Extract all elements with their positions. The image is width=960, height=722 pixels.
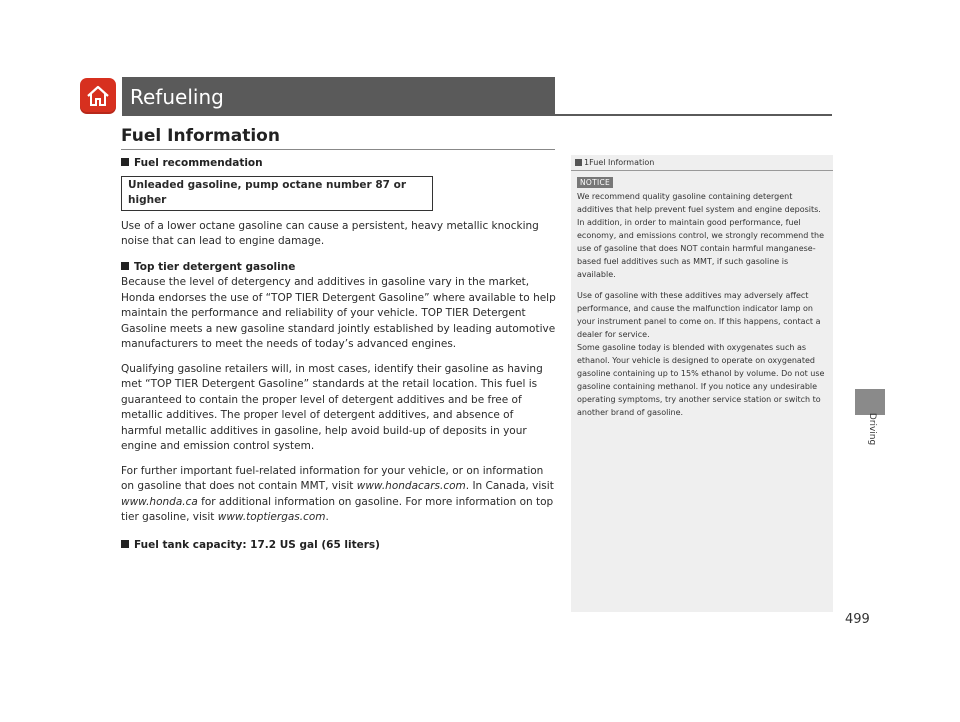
page-number: 499 xyxy=(845,612,870,627)
home-icon xyxy=(85,83,111,109)
sidebar-heading: 1Fuel Information xyxy=(575,158,654,167)
section-title: Fuel Information xyxy=(121,126,280,146)
sidebar-paragraph-2: Use of gasoline with these additives may adversely affect performance, and cause the malfunction indicator lamp on your instrument panel to come on. If this happens, contact a dealer for service. xyxy=(577,291,821,339)
sidebar-ref-number: 1 xyxy=(584,158,590,167)
sidebar-body xyxy=(577,190,827,427)
link-honda-ca[interactable]: www.honda.ca xyxy=(121,495,198,508)
reference-marker-icon xyxy=(575,159,582,166)
fuel-recommendation-text: Use of a lower octane gasoline can cause a persistent, heavy metallic knocking noise that can lead to engine damage. xyxy=(121,219,539,247)
fuel-recommendation-box: Unleaded gasoline, pump octane number 87 or higher xyxy=(121,176,433,211)
main-content xyxy=(121,150,557,553)
top-tier-heading: Top tier detergent gasoline xyxy=(121,260,557,276)
sidebar-note xyxy=(571,155,833,612)
sidebar-paragraph-3: Some gasoline today is blended with oxygenates such as ethanol. Your vehicle is designed to operate on oxygenated gasoline containing up to 15% ethanol by volume. Do not use gasoline containing methanol. If you notice any undesirable operating symptoms, try another service station or switch to another brand of gasoline. xyxy=(577,343,825,417)
chapter-title: Refueling xyxy=(130,85,224,109)
notice-badge: NOTICE xyxy=(577,177,613,188)
bullet-square-icon xyxy=(121,540,129,548)
top-tier-paragraph-3: For further important fuel-related information for your vehicle, or on information on gasoline that does not contain MMT, visit www.hondacars.com. In Canada, visit www.honda.ca for additional information on gasoline. For more information on top tier gasoline, visit www.toptiergas.com. xyxy=(121,464,554,523)
bullet-square-icon xyxy=(121,158,129,166)
bullet-square-icon xyxy=(121,262,129,270)
link-hondacars[interactable]: www.hondacars.com xyxy=(356,480,466,492)
sidebar-divider xyxy=(571,170,833,171)
chapter-title-bar xyxy=(122,77,555,115)
fuel-recommendation-heading: Fuel recommendation xyxy=(121,156,557,172)
top-tier-paragraph-2: Qualifying gasoline retailers will, in most cases, identify their gasoline as having met “TOP TIER Detergent Gasoline” standards at the retail location. This fuel is guaranteed to contain the proper level of detergent additives and be free of metallic additives. The proper level of detergent additives, and absence of harmful metallic additives in gasoline, help avoid build-up of deposits in your engine and emission control system. xyxy=(121,362,543,452)
notice-text: We recommend quality gasoline containing detergent additives that help prevent fuel system and engine deposits. In addition, in order to maintain good performance, fuel economy, and emissions control, we strongly recommend the use of gasoline that does NOT contain harmful manganese-based fuel additives such as MMT, if such gasoline is available. xyxy=(577,192,824,279)
top-tier-paragraph-1: Because the level of detergency and additives in gasoline vary in the market, Honda endorses the use of “TOP TIER Detergent Gasoline” where available to help maintain the performance and reliability of your vehicle. TOP TIER Detergent Gasoline meets a new gasoline standard jointly established by leading automotive manufacturers to meet the needs of today’s advanced engines. xyxy=(121,276,556,350)
fuel-tank-capacity-heading: Fuel tank capacity: 17.2 US gal (65 liters) xyxy=(121,538,557,554)
home-button[interactable] xyxy=(80,78,116,114)
link-toptiergas[interactable]: www.toptiergas.com xyxy=(217,511,326,523)
title-divider xyxy=(122,114,832,116)
side-chapter-label[interactable]: Driving xyxy=(867,412,877,446)
